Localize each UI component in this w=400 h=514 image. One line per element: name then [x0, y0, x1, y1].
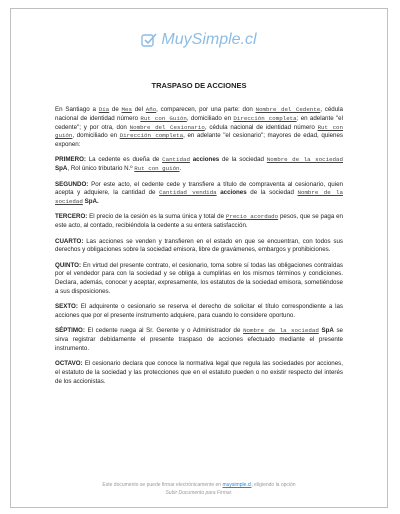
- placeholder-precio[interactable]: Precio acordado: [225, 213, 279, 221]
- placeholder-nombre-cedente[interactable]: Nombre del Cedente: [255, 106, 321, 113]
- clause-sexto: SEXTO: El adquirente o cesionario se reserva el derecho de solicitar el título correspondiente a las acciones que por el presente instrumento adquiere, para cuando lo considere oportuno.: [55, 303, 343, 320]
- brand-name: MuySimple.cl: [161, 31, 257, 48]
- footer-link[interactable]: muysimple.cl: [222, 482, 252, 488]
- placeholder-cantidad-vendida[interactable]: Cantidad vendida: [159, 189, 217, 197]
- clause-primero: PRIMERO: La cedente es dueña de Cantidad acciones de la sociedad Nombre de la sociedad SpA, Rol único tributario N.º Rut con guión.: [55, 156, 343, 173]
- clause-quinto: QUINTO: En virtud del presente contrato, el cesionario, toma sobre sí todas las obligaciones contraídas por el vendedor para con la sociedad y se obliga a cumplirlas en los mismos términos y condiciones. Declara, además, conocer y aceptar, expresamente, los estatutos de la sociedad emisora, sometiéndose a sus disposiciones.: [55, 261, 343, 296]
- placeholder-ano[interactable]: Año: [145, 106, 157, 113]
- clause-octavo: OCTAVO: El cesionario declara que conoce la normativa legal que regula las sociedades por acciones, el estatuto de la sociedad y las protecciones que en el estatuto pueden o no existir respecto del interés de los accionistas.: [55, 360, 343, 385]
- footer-option: Subir Documento para Firmar.: [165, 489, 233, 496]
- document-title: TRASPASO DE ACCIONES: [151, 81, 247, 90]
- placeholder-rut-sociedad[interactable]: Rut con guión: [134, 165, 180, 173]
- placeholder-nombre-sociedad-2[interactable]: Nombre de la sociedad: [55, 189, 343, 206]
- placeholder-mes[interactable]: Mes: [121, 106, 132, 113]
- clause-segundo: SEGUNDO: Por este acto, el cedente cede y transfiere a título de compraventa al cesionario, quien acepta y adquiere, la cantidad de Cantidad vendida acciones de la sociedad Nombre de la sociedad SpA.: [55, 180, 343, 206]
- placeholder-nombre-sociedad[interactable]: Nombre de la sociedad: [266, 156, 343, 164]
- document-body: [55, 106, 343, 393]
- placeholder-rut-cedente[interactable]: Rut con Guión: [140, 114, 187, 122]
- logo-icon: [141, 32, 157, 48]
- clause-cuarto: CUARTO: Las acciones se venden y transfieren en el estado en que se encuentran, con todos sus derechos y obligaciones sobre la sociedad emisora, libre de gravámenes, embargos y prohibiciones.: [55, 237, 343, 254]
- placeholder-nombre-cesionario[interactable]: Nombre del Cesionario: [129, 123, 205, 131]
- clause-septimo: SÉPTIMO: El cedente ruega al Sr. Gerente y o Administrador de Nombre de la sociedad SpA se sirva registrar debidamente el presente traspaso de acciones efectuado mediante el presente instrumento.: [55, 327, 343, 353]
- placeholder-direccion-cesionario[interactable]: Dirección completa: [119, 132, 184, 140]
- placeholder-rut-cesionario[interactable]: Rut con guión: [55, 123, 344, 140]
- placeholder-nombre-sociedad-3[interactable]: Nombre de la sociedad: [243, 327, 319, 335]
- document-page: [10, 8, 388, 508]
- brand-logo: [11, 31, 387, 53]
- placeholder-dia[interactable]: Día: [98, 106, 110, 113]
- placeholder-cantidad[interactable]: Cantidad: [162, 156, 190, 164]
- placeholder-direccion-cedente[interactable]: Dirección completa: [233, 114, 297, 122]
- intro-paragraph: En Santiago a Día de Mes del Año, comparecen, por una parte: don Nombre del Cedente, cédula nacional de identidad número Rut con Guión, domiciliado en Dirección completa; en adelante "el cedente"; y por otra, don Nombre del Cesionario, cédula nacional de identidad número Rut con guión, domiciliado en Dirección completa, en adelante "el cesionario"; mayores de edad, quienes exponen:: [55, 106, 344, 149]
- footer-note: Este documento se puede firmar electrónicamente en muysimple.cl, eligiendo la opción Subir Documento para Firmar.: [11, 482, 387, 497]
- clause-tercero: TERCERO: El precio de la cesión es la suma única y total de Precio acordado pesos, que se paga en este acto, al contado, recibiéndola la cedente a su entera satisfacción.: [55, 213, 343, 230]
